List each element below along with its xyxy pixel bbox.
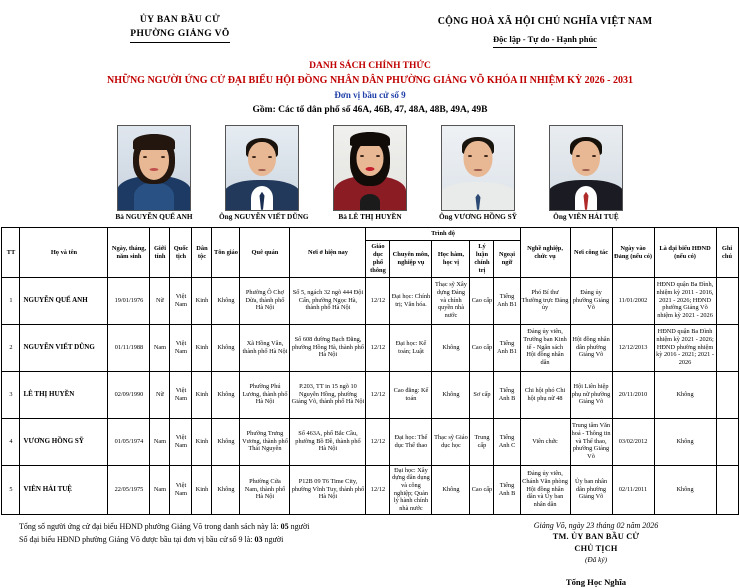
th-nationality: Quốc tịch bbox=[170, 228, 192, 277]
th-level-group: Trình độ bbox=[366, 228, 520, 241]
cell-hometown: Phường Trưng Vương, thành phố Thái Nguyên bbox=[240, 418, 290, 465]
th-sex: Giới tính bbox=[150, 228, 170, 277]
cell-party-date: 11/01/2002 bbox=[612, 277, 654, 324]
cell-major: Đại học: Kế toán; Luật bbox=[390, 324, 432, 371]
th-hdnd: Là đại biểu HĐND (nếu có) bbox=[654, 228, 716, 277]
cell-party-date: 12/12/2013 bbox=[612, 324, 654, 371]
summary-line-1-count: 05 bbox=[280, 521, 289, 531]
summary-line-2-count: 03 bbox=[254, 534, 263, 544]
candidate-photo-caption: Ông VƯƠNG HỒNG SỸ bbox=[438, 211, 518, 221]
cell-ethnicity: Kinh bbox=[192, 418, 212, 465]
th-name: Họ và tên bbox=[20, 228, 108, 277]
cell-academic: Thạc sỹ Giáo dục học bbox=[432, 418, 470, 465]
cell-language: Tiếng Anh B bbox=[494, 465, 520, 514]
cell-politics: Cao cấp bbox=[470, 277, 494, 324]
document-footer bbox=[19, 520, 721, 588]
cell-note bbox=[716, 277, 738, 324]
signed-marker: (Đã ký) bbox=[584, 555, 608, 565]
cell-hometown: Phường Phú Lương, thành phố Hà Nội bbox=[240, 371, 290, 418]
cell-nationality: Việt Nam bbox=[170, 324, 192, 371]
cell-name: NGUYỄN VIẾT DŨNG bbox=[20, 324, 108, 371]
cell-hometown: Phường Cửa Nam, thành phố Hà Nội bbox=[240, 465, 290, 514]
cell-note bbox=[716, 371, 738, 418]
national-motto: Độc lập - Tự do - Hạnh phúc bbox=[493, 34, 597, 48]
cell-residence: Số 5, ngách 32 ngõ 444 Đội Cấn, phường Ngọc Hà, thành phố Hà Nội bbox=[290, 277, 366, 324]
candidate-portrait bbox=[549, 125, 623, 211]
candidate-photo-cell bbox=[219, 125, 309, 222]
cell-job: Đảng ủy viên, Trưởng ban Kinh tế - Ngân sách Hội đồng nhân dân bbox=[520, 324, 570, 371]
country-name: CỘNG HOÀ XÃ HỘI CHỦ NGHĨA VIỆT NAM bbox=[437, 16, 653, 27]
cell-edu: 12/12 bbox=[366, 465, 390, 514]
cell-hometown: Xã Hồng Vân, thành phố Hà Nội bbox=[240, 324, 290, 371]
cell-residence: P12B 09 T6 Time City, phường Vĩnh Tuy, thành phố Hà Nội bbox=[290, 465, 366, 514]
cell-workplace: Ủy ban nhân dân phường Giảng Võ bbox=[570, 465, 612, 514]
candidate-photo-caption: Bà NGUYỄN QUẾ ANH bbox=[115, 211, 193, 221]
cell-religion: Không bbox=[212, 418, 240, 465]
cell-tt: 2 bbox=[2, 324, 20, 371]
candidate-photo-row bbox=[0, 125, 740, 222]
signer-position: CHỦ TỊCH bbox=[574, 544, 618, 554]
th-religion: Tôn giáo bbox=[212, 228, 240, 277]
national-heading bbox=[380, 14, 710, 48]
cell-name: VƯƠNG HỒNG SỸ bbox=[20, 418, 108, 465]
cell-edu: 12/12 bbox=[366, 418, 390, 465]
cell-dob: 19/01/1976 bbox=[108, 277, 150, 324]
cell-religion: Không bbox=[212, 277, 240, 324]
cell-dob: 22/05/1975 bbox=[108, 465, 150, 514]
cell-dob: 01/11/1988 bbox=[108, 324, 150, 371]
cell-job: Viên chức bbox=[520, 418, 570, 465]
cell-tt: 4 bbox=[2, 418, 20, 465]
electoral-unit-detail: Gồm: Các tổ dân phố số 46A, 46B, 47, 48A, 48B, 49A, 49B bbox=[252, 104, 488, 115]
cell-politics: Trung cấp bbox=[470, 418, 494, 465]
th-ethnicity: Dân tộc bbox=[192, 228, 212, 277]
candidate-photo-cell bbox=[111, 125, 197, 222]
authority-line-1: ỦY BAN BẦU CỬ bbox=[139, 15, 221, 25]
cell-hdnd: HĐND quận Ba Đình nhiệm kỳ 2021 - 2026; HĐND phường nhiệm kỳ 2016 - 2021; 2021 - 2026 bbox=[654, 324, 716, 371]
cell-academic: Không bbox=[432, 371, 470, 418]
table-row bbox=[2, 324, 738, 371]
place-and-date: Giảng Võ, ngày 23 tháng 02 năm 2026 bbox=[533, 520, 659, 530]
cell-hdnd: Không bbox=[654, 418, 716, 465]
cell-religion: Không bbox=[212, 324, 240, 371]
candidate-portrait bbox=[333, 125, 407, 211]
cell-politics: Cao cấp bbox=[470, 465, 494, 514]
table-row bbox=[2, 465, 738, 514]
cell-sex: Nam bbox=[150, 418, 170, 465]
on-behalf-of: TM. ỦY BAN BẦU CỬ bbox=[552, 532, 640, 542]
candidate-photo-caption: Bà LÊ THỊ HUYỀN bbox=[338, 211, 402, 221]
summary-line-1-text: Tổng số người ứng cử đại biểu HĐND phường Giảng Võ trong danh sách này là: bbox=[19, 521, 279, 531]
cell-hdnd: Không bbox=[654, 371, 716, 418]
cell-edu: 12/12 bbox=[366, 277, 390, 324]
th-residence: Nơi ở hiện nay bbox=[290, 228, 366, 277]
summary-line-1 bbox=[19, 520, 471, 533]
th-dob: Ngày, tháng, năm sinh bbox=[108, 228, 150, 277]
cell-workplace: Hội Liên hiệp phụ nữ phường Giảng Võ bbox=[570, 371, 612, 418]
candidate-photo-caption: Ông VIÊN HẢI TUỆ bbox=[553, 211, 619, 221]
cell-nationality: Việt Nam bbox=[170, 277, 192, 324]
table-row bbox=[2, 371, 738, 418]
cell-name: NGUYỄN QUẾ ANH bbox=[20, 277, 108, 324]
cell-ethnicity: Kinh bbox=[192, 324, 212, 371]
summary-block bbox=[19, 520, 471, 588]
th-major: Chuyên môn, nghiệp vụ bbox=[390, 241, 432, 277]
cell-job: Đảng ủy viên, Chánh Văn phòng Hội đồng nhân dân và Ủy ban nhân dân bbox=[520, 465, 570, 514]
cell-note bbox=[716, 465, 738, 514]
cell-party-date: 02/11/2011 bbox=[612, 465, 654, 514]
cell-dob: 01/05/1974 bbox=[108, 418, 150, 465]
th-politics: Lý luận chính trị bbox=[470, 241, 494, 277]
cell-sex: Nữ bbox=[150, 277, 170, 324]
authority-line-2: PHƯỜNG GIẢNG VÕ bbox=[130, 28, 229, 43]
cell-nationality: Việt Nam bbox=[170, 371, 192, 418]
cell-residence: Số 608 đường Bạch Đằng, phường Hồng Hà, thành phố Hà Nội bbox=[290, 324, 366, 371]
cell-job: Chi hội phó Chi hội phụ nữ 48 bbox=[520, 371, 570, 418]
cell-religion: Không bbox=[212, 371, 240, 418]
th-note: Ghi chú bbox=[716, 228, 738, 277]
document-title-block bbox=[0, 59, 740, 118]
cell-job: Phó Bí thư Thường trực Đảng ủy bbox=[520, 277, 570, 324]
cell-sex: Nam bbox=[150, 324, 170, 371]
summary-line-2-text: Số đại biểu HĐND phường Giảng Võ được bầu tại đơn vị bầu cử số 9 là: bbox=[19, 534, 253, 544]
cell-residence: Số 463A, phố Bắc Cầu, phường Bồ Đề, thành phố Hà Nội bbox=[290, 418, 366, 465]
cell-ethnicity: Kinh bbox=[192, 371, 212, 418]
cell-party-date: 03/02/2012 bbox=[612, 418, 654, 465]
cell-name: LÊ THỊ HUYỀN bbox=[20, 371, 108, 418]
document-header bbox=[0, 0, 740, 48]
candidate-photo-caption: Ông NGUYỄN VIẾT DŨNG bbox=[219, 211, 309, 221]
candidate-photo-cell bbox=[327, 125, 413, 222]
cell-sex: Nữ bbox=[150, 371, 170, 418]
signer-name: Tống Học Nghĩa bbox=[565, 576, 627, 587]
candidate-photo-cell bbox=[543, 125, 629, 222]
cell-major: Đại học: Xây dựng dân dụng và công nghiệp; Quản lý hành chính nhà nước bbox=[390, 465, 432, 514]
cell-major: Đại học: Chính trị; Văn hóa. bbox=[390, 277, 432, 324]
cell-edu: 12/12 bbox=[366, 324, 390, 371]
th-hometown: Quê quán bbox=[240, 228, 290, 277]
table-row bbox=[2, 277, 738, 324]
cell-tt: 1 bbox=[2, 277, 20, 324]
candidate-portrait bbox=[441, 125, 515, 211]
cell-tt: 5 bbox=[2, 465, 20, 514]
th-tt: TT bbox=[2, 228, 20, 277]
table-header-row-1 bbox=[2, 228, 738, 241]
cell-dob: 02/09/1990 bbox=[108, 371, 150, 418]
cell-tt: 3 bbox=[2, 371, 20, 418]
cell-name: VIÊN HẢI TUỆ bbox=[20, 465, 108, 514]
cell-ethnicity: Kinh bbox=[192, 465, 212, 514]
th-party-date: Ngày vào Đảng (nếu có) bbox=[612, 228, 654, 277]
table-body bbox=[2, 277, 738, 514]
title-line-1: DANH SÁCH CHÍNH THỨC bbox=[309, 60, 431, 71]
cell-religion: Không bbox=[212, 465, 240, 514]
cell-party-date: 20/11/2010 bbox=[612, 371, 654, 418]
cell-hdnd: Không bbox=[654, 465, 716, 514]
cell-residence: P.203, TT in 15 ngõ 10 Nguyễn Hồng, phường Giảng Võ, thành phố Hà Nội bbox=[290, 371, 366, 418]
cell-edu: 12/12 bbox=[366, 371, 390, 418]
cell-language: Tiếng Anh B1 bbox=[494, 277, 520, 324]
signature-block bbox=[471, 520, 721, 588]
th-workplace: Nơi công tác bbox=[570, 228, 612, 277]
cell-hdnd: HĐND quận Ba Đình, nhiệm kỳ 2011 - 2016, 2021 - 2026; HĐND phường Giảng Võ nhiệm kỳ 2021 - 2026 bbox=[654, 277, 716, 324]
cell-academic: Thạc sỹ Xây dựng Đảng và chính quyền nhà nước bbox=[432, 277, 470, 324]
cell-language: Tiếng Anh B1 bbox=[494, 324, 520, 371]
cell-note bbox=[716, 324, 738, 371]
candidate-portrait bbox=[117, 125, 191, 211]
cell-academic: Không bbox=[432, 465, 470, 514]
cell-sex: Nam bbox=[150, 465, 170, 514]
issuing-authority bbox=[30, 14, 330, 48]
th-edu: Giáo dục phổ thông bbox=[366, 241, 390, 277]
cell-politics: Cao cấp bbox=[470, 324, 494, 371]
cell-workplace: Trung tâm Văn hoá - Thông tin và Thể thao, phường Giảng Võ bbox=[570, 418, 612, 465]
th-academic: Học hàm, học vị bbox=[432, 241, 470, 277]
cell-workplace: Hội đồng nhân dân phường Giảng Võ bbox=[570, 324, 612, 371]
cell-workplace: Đảng ủy phường Giảng Võ bbox=[570, 277, 612, 324]
title-line-2: NHỮNG NGƯỜI ỨNG CỬ ĐẠI BIỂU HỘI ĐỒNG NHÂN DÂN PHƯỜNG GIẢNG VÕ KHÓA II NHIỆM KỲ 2026 - 2031 bbox=[106, 75, 634, 87]
candidate-portrait bbox=[225, 125, 299, 211]
summary-line-2-unit: người bbox=[264, 534, 284, 544]
cell-ethnicity: Kinh bbox=[192, 277, 212, 324]
table-row bbox=[2, 418, 738, 465]
cell-academic: Không bbox=[432, 324, 470, 371]
th-language: Ngoại ngữ bbox=[494, 241, 520, 277]
summary-line-1-unit: người bbox=[290, 521, 310, 531]
candidate-table bbox=[1, 227, 738, 514]
cell-language: Tiếng Anh C bbox=[494, 418, 520, 465]
cell-major: Đại học: Thể dục Thể thao bbox=[390, 418, 432, 465]
cell-language: Tiếng Anh B bbox=[494, 371, 520, 418]
cell-note bbox=[716, 418, 738, 465]
cell-major: Cao đẳng: Kế toán bbox=[390, 371, 432, 418]
th-job: Nghề nghiệp, chức vụ bbox=[520, 228, 570, 277]
electoral-unit: Đơn vị bầu cử số 9 bbox=[334, 90, 406, 101]
cell-nationality: Việt Nam bbox=[170, 418, 192, 465]
cell-hometown: Phường Ô Chợ Dừa, thành phố Hà Nội bbox=[240, 277, 290, 324]
cell-nationality: Việt Nam bbox=[170, 465, 192, 514]
summary-line-2 bbox=[19, 533, 471, 546]
cell-politics: Sơ cấp bbox=[470, 371, 494, 418]
candidate-photo-cell bbox=[435, 125, 521, 222]
